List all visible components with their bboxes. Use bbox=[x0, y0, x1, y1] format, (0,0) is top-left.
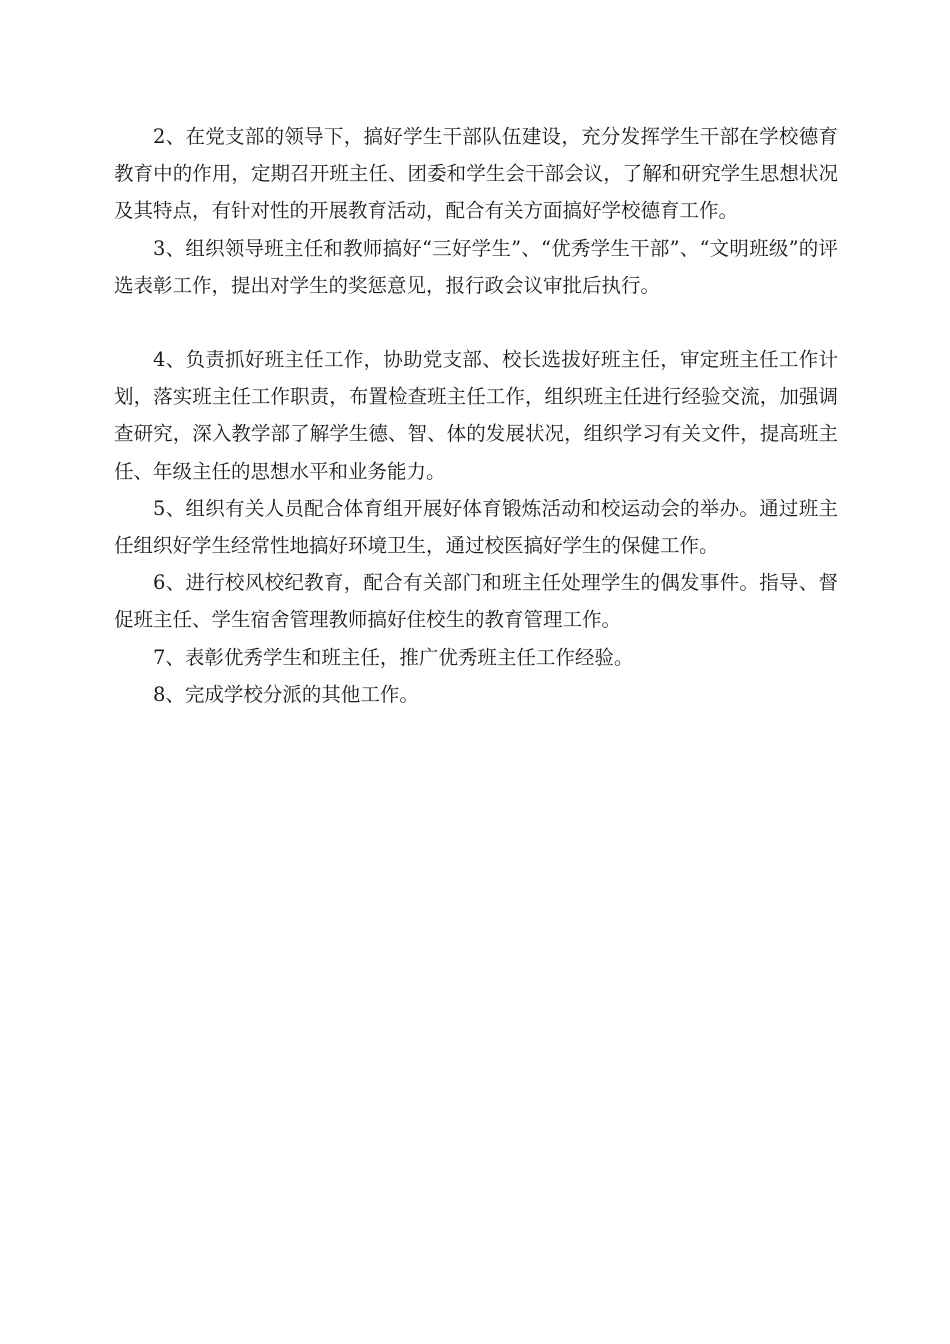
paragraph-3: 3、组织领导班主任和教师搞好“三好学生”、“优秀学生干部”、“文明班级”的评选表彰工作，提出对学生的奖惩意见，报行政会议审批后执行。 bbox=[114, 236, 838, 297]
paragraph-2: 2、在党支部的领导下，搞好学生干部队伍建设，充分发挥学生干部在学校德育教育中的作用，定期召开班主任、团委和学生会干部会议，了解和研究学生思想状况及其特点，有针对性的开展教育活动，配合有关方面搞好学校德育工作。 bbox=[114, 125, 838, 223]
paragraph-6: 6、进行校风校纪教育，配合有关部门和班主任处理学生的偶发事件。指导、督促班主任、学生宿舍管理教师搞好住校生的教育管理工作。 bbox=[114, 571, 838, 632]
paragraph-8: 8、完成学校分派的其他工作。 bbox=[153, 682, 419, 706]
paragraph-7: 7、表彰优秀学生和班主任，推广优秀班主任工作经验。 bbox=[153, 645, 634, 669]
document-body bbox=[114, 118, 838, 713]
paragraph-4: 4、负责抓好班主任工作，协助党支部、校长选拔好班主任，审定班主任工作计划，落实班主任工作职责，布置检查班主任工作，组织班主任进行经验交流，加强调查研究，深入教学部了解学生德、智、体的发展状况，组织学习有关文件，提高班主任、年级主任的思想水平和业务能力。 bbox=[114, 348, 838, 483]
paragraph-5: 5、组织有关人员配合体育组开展好体育锻炼活动和校运动会的举办。通过班主任组织好学生经常性地搞好环境卫生，通过校医搞好学生的保健工作。 bbox=[114, 496, 838, 558]
